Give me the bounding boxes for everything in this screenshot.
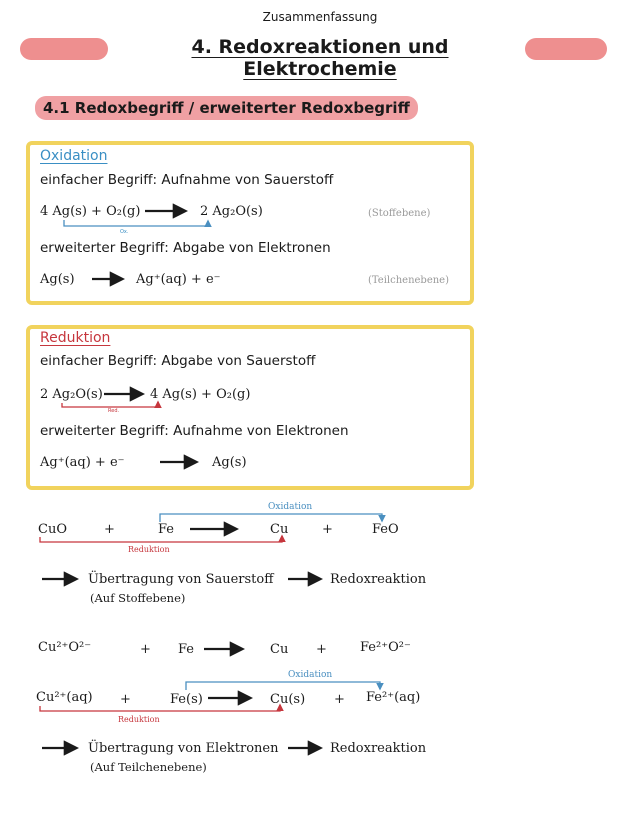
document-label: Zusammenfassung	[262, 10, 378, 24]
example2-fe: Fe	[178, 642, 195, 657]
reduction-eq1-left: 2 Ag₂O(s)	[40, 387, 103, 402]
example2-plus3: +	[120, 692, 131, 707]
oxidation-eq1-note: (Stoffebene)	[368, 208, 431, 219]
example2-cu-aq: Cu²⁺(aq)	[36, 690, 93, 705]
page-title: 4. Redoxreaktionen und Elektrochemie	[191, 36, 449, 80]
example2-level: (Auf Teilchenebene)	[90, 760, 207, 774]
section-title: 4.1 Redoxbegriff / erweiterter Redoxbegriff	[35, 96, 418, 120]
reduction-extended-definition: erweiterter Begriff: Aufnahme von Elektronen	[40, 423, 349, 439]
reduction-eq2-left: Ag⁺(aq) + e⁻	[40, 455, 125, 470]
example1-result: Redoxreaktion	[330, 572, 427, 587]
example2-oxidation-label: Oxidation	[288, 670, 333, 680]
example2-result: Redoxreaktion	[330, 741, 427, 756]
example2-cu: Cu	[270, 642, 289, 657]
oxidation-extended-definition: erweiterter Begriff: Abgabe von Elektronen	[40, 240, 331, 256]
example2-plus2: +	[316, 642, 327, 657]
example2-reduction-label: Reduktion	[118, 715, 160, 724]
example2-plus4: +	[334, 692, 345, 707]
example1-reduction-label: Reduktion	[128, 545, 170, 554]
example2-fe-aq: Fe²⁺(aq)	[366, 690, 421, 705]
oxidation-eq2-right: Ag⁺(aq) + e⁻	[136, 272, 221, 287]
reduction-simple-definition: einfacher Begriff: Abgabe von Sauerstoff	[40, 353, 316, 369]
example1-cu: Cu	[270, 522, 289, 537]
reduction-heading: Reduktion	[40, 330, 111, 346]
example1-transfer: Übertragung von Sauerstoff	[88, 572, 274, 587]
oxidation-bracket	[64, 220, 208, 226]
oxidation-eq2-note: (Teilchenebene)	[368, 275, 450, 286]
example1-fe: Fe	[158, 522, 175, 537]
example1-oxidation-label: Oxidation	[268, 502, 313, 512]
reduction-eq1-mark: Red.	[108, 408, 120, 414]
example2-transfer: Übertragung von Elektronen	[88, 741, 279, 756]
example2-cu-s: Cu(s)	[270, 692, 306, 707]
oxidation-eq1-right: 2 Ag₂O(s)	[200, 204, 263, 219]
example1-level: (Auf Stoffebene)	[90, 591, 186, 605]
reduction-eq1-right: 4 Ag(s) + O₂(g)	[150, 387, 251, 402]
oxidation-heading: Oxidation	[40, 148, 108, 164]
example1-plus1: +	[104, 522, 115, 537]
example2-plus1: +	[140, 642, 151, 657]
example1-plus2: +	[322, 522, 333, 537]
oxidation-eq2-left: Ag(s)	[40, 272, 75, 287]
oxidation-bracket	[160, 514, 382, 522]
oxidation-bracket	[186, 682, 380, 690]
reduction-bracket	[40, 536, 282, 542]
example1-cuo: CuO	[38, 522, 67, 537]
reduction-bracket	[40, 705, 280, 711]
example1-feo: FeO	[372, 522, 399, 537]
reduction-eq2-right: Ag(s)	[212, 455, 247, 470]
example2-ions-right: Fe²⁺O²⁻	[360, 640, 411, 655]
reduction-bracket	[62, 402, 158, 407]
example2-fe-s: Fe(s)	[170, 692, 203, 707]
oxidation-eq1-left: 4 Ag(s) + O₂(g)	[40, 204, 141, 219]
oxidation-eq1-mark: Ox.	[120, 229, 129, 235]
example2-ions-left: Cu²⁺O²⁻	[38, 640, 92, 655]
oxidation-simple-definition: einfacher Begriff: Aufnahme von Sauerstoff	[40, 172, 334, 188]
